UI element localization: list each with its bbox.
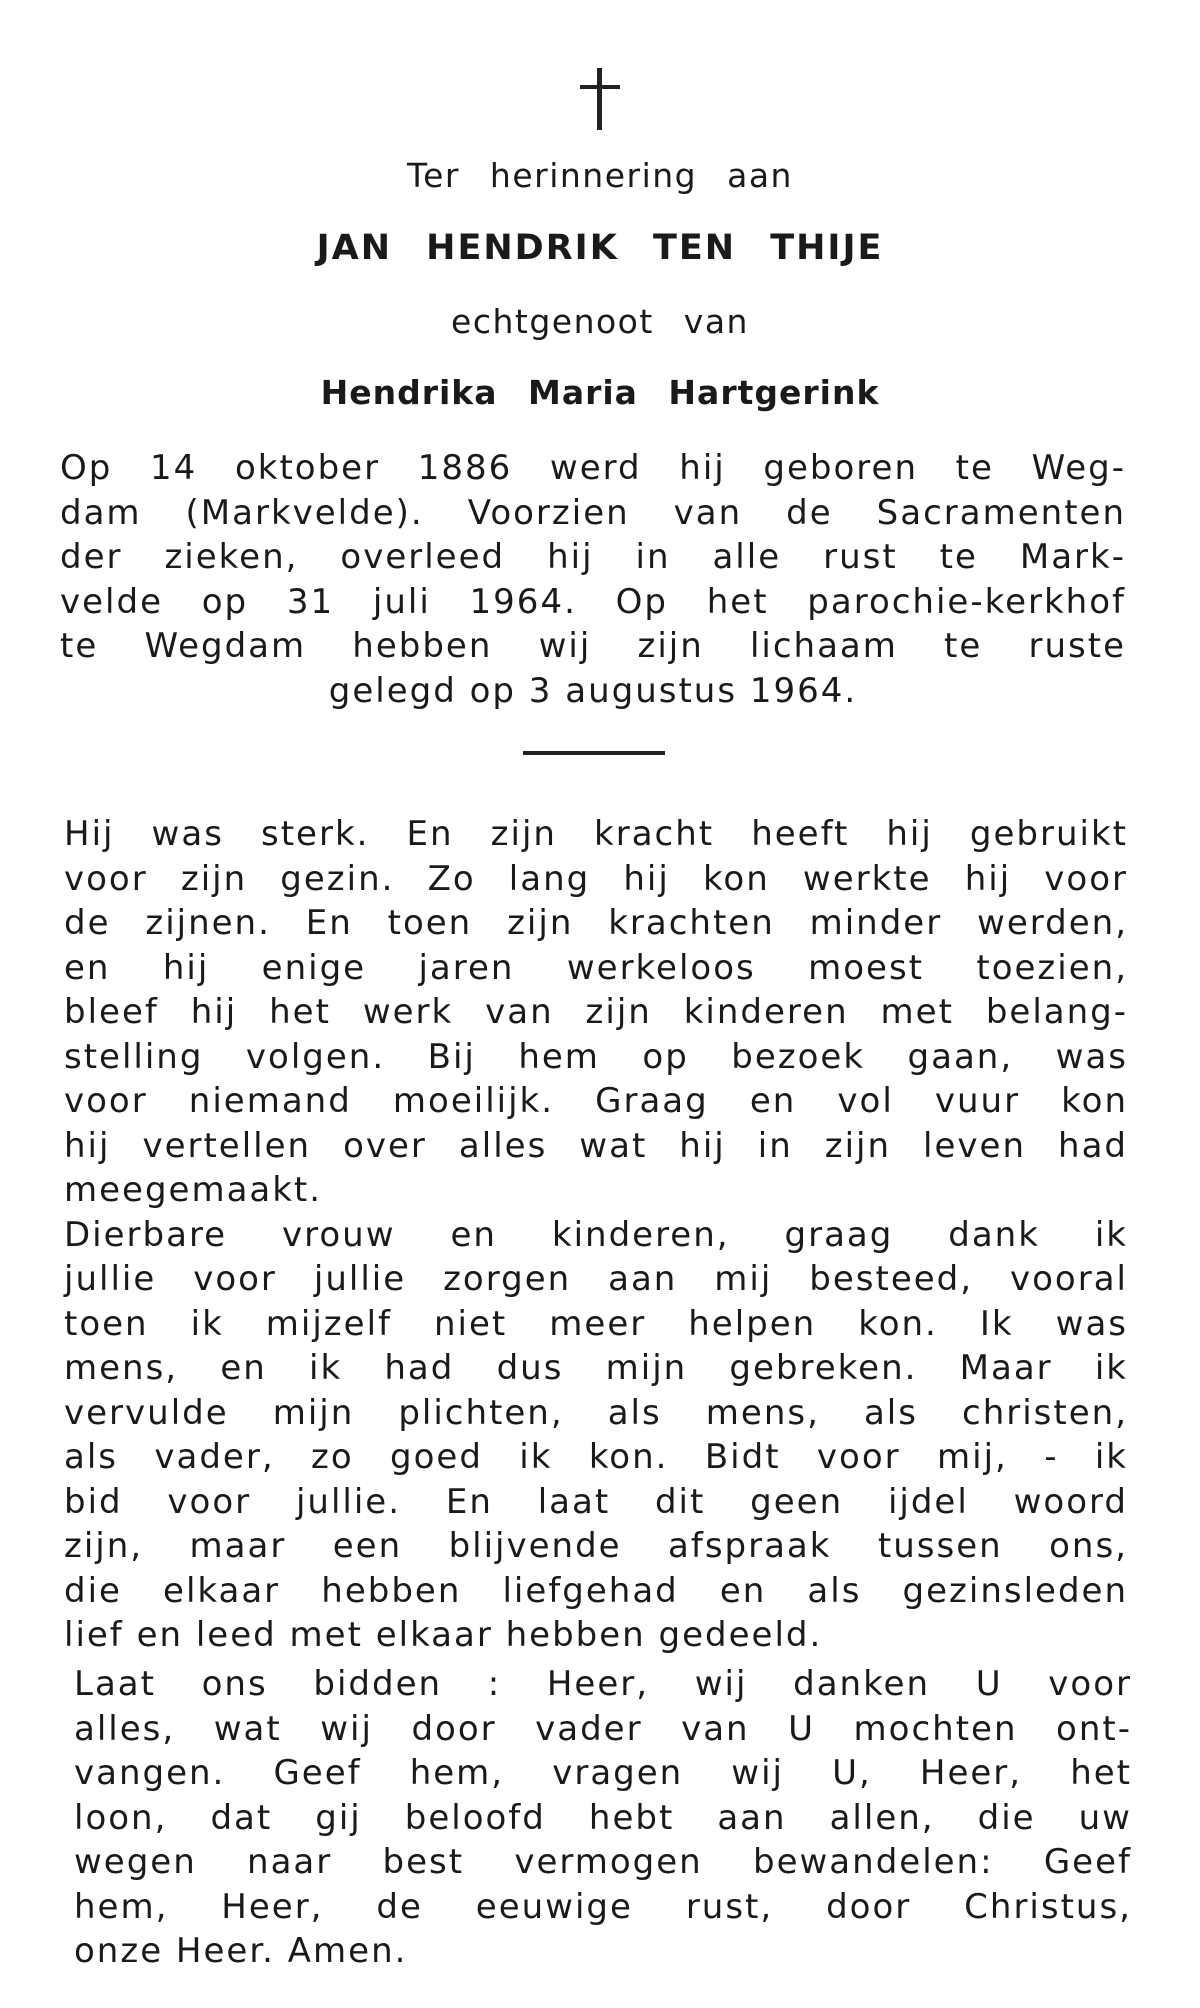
prayer-paragraph: [74, 1662, 1132, 1974]
prayer-line: wegen naar best vermogen bewandelen: Geef: [74, 1842, 1132, 1882]
bio-line: velde op 31 juli 1964. Op het parochie-kerkhof: [60, 581, 1126, 622]
intro-text: Ter herinnering aan: [407, 156, 793, 195]
prayer-line: Laat ons bidden : Heer, wij danken U voor: [74, 1664, 1132, 1704]
tribute-line: Dierbare vrouw en kinderen, graag dank ik: [64, 1214, 1128, 1255]
bio-paragraph: [60, 446, 1126, 713]
tribute-line: de zijnen. En toen zijn krachten minder werden,: [64, 903, 1128, 943]
bio-line: dam (Markvelde). Voorzien van de Sacramenten: [60, 492, 1126, 533]
tribute-line: voor zijn gezin. Zo lang hij kon werkte hij voor: [64, 858, 1128, 899]
tribute-line: mens, en ik had dus mijn gebreken. Maar ik: [64, 1348, 1128, 1388]
tribute-line: voor niemand moeilijk. Graag en vol vuur kon: [64, 1081, 1128, 1121]
tribute-line: bid voor jullie. En laat dit geen ijdel woord: [64, 1481, 1128, 1522]
tribute-line: als vader, zo goed ik kon. Bidt voor mij, - ik: [64, 1437, 1128, 1477]
prayer-line: alles, wat wij door vader van U mochten ont-: [74, 1708, 1132, 1749]
bio-line: gelegd op 3 augustus 1964.: [328, 670, 858, 711]
tribute-line: jullie voor jullie zorgen aan mij besteed, vooral: [64, 1259, 1128, 1299]
tribute-line: zijn, maar een blijvende afspraak tussen ons,: [64, 1526, 1128, 1566]
separator-line: [523, 751, 665, 755]
bio-line: Op 14 oktober 1886 werd hij geboren te Weg-: [60, 448, 1126, 488]
tribute-line: vervulde mijn plichten, als mens, als christen,: [64, 1392, 1128, 1433]
relation-text: echtgenoot van: [451, 302, 749, 341]
tribute-line: die elkaar hebben liefgehad en als gezinsleden: [64, 1570, 1128, 1611]
tribute-line: en hij enige jaren werkeloos moest toezien,: [64, 947, 1128, 988]
bio-line: der zieken, overleed hij in alle rust te Mark-: [60, 537, 1126, 577]
tribute-line: stelling volgen. Bij hem op bezoek gaan, was: [64, 1036, 1128, 1077]
prayer-line: loon, dat gij beloofd hebt aan allen, die uw: [74, 1797, 1132, 1838]
tribute-line: bleef hij het werk van zijn kinderen met belang-: [64, 992, 1128, 1032]
tribute-paragraph: [64, 812, 1128, 1658]
tribute-line: Hij was sterk. En zijn kracht heeft hij gebruikt: [64, 814, 1128, 854]
bio-line: te Wegdam hebben wij zijn lichaam te ruste: [60, 626, 1126, 666]
prayer-line: vangen. Geef hem, vragen wij U, Heer, het: [74, 1753, 1132, 1793]
cross-icon: [578, 68, 622, 130]
deceased-name: JAN HENDRIK TEN THIJE: [316, 228, 884, 268]
prayer-line: onze Heer. Amen.: [74, 1931, 408, 1971]
tribute-line: hij vertellen over alles wat hij in zijn leven had: [64, 1125, 1128, 1166]
tribute-line: meegemaakt.: [64, 1170, 323, 1210]
tribute-line: toen ik mijzelf niet meer helpen kon. Ik was: [64, 1303, 1128, 1344]
prayer-line: hem, Heer, de eeuwige rust, door Christus,: [74, 1886, 1132, 1927]
spouse-name: Hendrika Maria Hartgerink: [320, 373, 880, 412]
tribute-line: lief en leed met elkaar hebben gedeeld.: [64, 1615, 823, 1655]
